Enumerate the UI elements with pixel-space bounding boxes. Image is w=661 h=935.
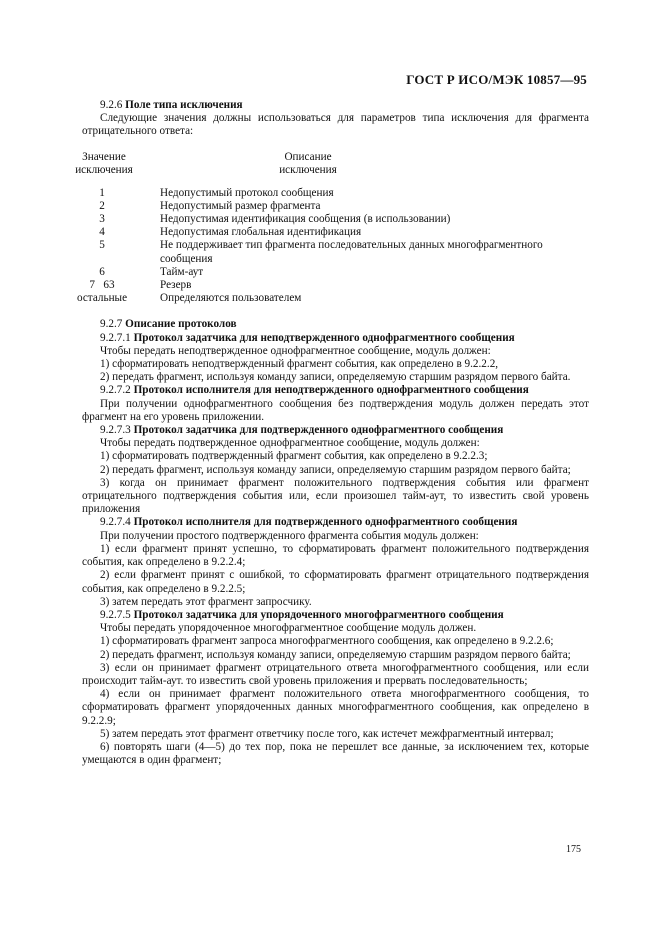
paragraph: При получении простого подтвержденного фрагмента события модуль должен: [100,529,479,542]
section-number: 9.2.6 [100,99,123,111]
exception-value: 7 63 [89,279,115,292]
section-number: 9.2.7.4 [100,516,131,529]
section-number: 9.2.7.3 [100,424,131,437]
paragraph: Чтобы передать упорядоченное многофрагментное сообщение модуль должен. [100,622,477,635]
table-row [82,279,589,292]
exception-value: остальные [76,292,128,305]
section-title: Протокол задатчика для подтвержденного однофрагментного сообщения [133,424,504,437]
paragraph: 2) передать фрагмент, используя команду записи, определяемую старшим разрядом первого байта. [100,371,571,384]
paragraph: 6) повторять шаги (4—5) до тех пор, пока не перешлет все данные, за исключением тех, которые умещаются в один фрагмент; [82,740,589,767]
paragraph: 4) если он принимает фрагмент положительного ответа многофрагментного сообщения, то сформатировать фрагмент упорядоченных данных многофрагментного сообщения, как определено в 9.2.2.9; [82,688,589,727]
exception-description: Недопустимый протокол сообщения [160,186,334,199]
paragraph: 3) затем передать этот фрагмент запросчику. [100,595,312,608]
section-9-2-7-2-heading [82,384,589,397]
exception-value: 4 [99,226,105,239]
table-row [76,292,589,305]
section-title: Описание протоколов [125,318,237,331]
column-header-description: Описание исключения [279,150,337,176]
exception-description: Тайм-аут [160,265,204,278]
paragraph: 2) передать фрагмент, используя команду записи, определяемую старшим разрядом первого байта; [100,463,571,476]
table-row [82,226,589,239]
section-9-2-7-heading [82,318,589,331]
paragraph: 5) затем передать этот фрагмент ответчику после того, как истечет межфрагментный интервал; [100,727,554,740]
paragraph: Следующие значения должны использоваться для параметров типа исключения для фрагмента отрицательного ответа: [82,112,589,138]
paragraph: 3) когда он принимает фрагмент положительного подтверждения события или фрагмент отрицательного подтверждения события или, если произошел тайм-аут, то известить свой уровень приложения [82,476,589,516]
document-header: ГОСТ Р ИСО/МЭК 10857—95 [406,72,587,87]
section-9-2-6-heading [82,99,589,112]
paragraph: 2) передать фрагмент, используя команду записи, определяемую старшим разрядом первого байта; [100,648,571,661]
exception-description: Недопустимый размер фрагмента [160,199,321,212]
section-number: 9.2.7.2 [100,384,131,397]
page-content [75,99,589,767]
paragraph: 3) если он принимает фрагмент отрицательного ответа многофрагментного сообщения, или если происходит тайм-аут. то известить свой уровень приложения и прервать последовательность; [82,661,589,687]
paragraph: 2) если фрагмент принят с ошибкой, то сформатировать фрагмент отрицательного подтверждения события, как определено в 9.2.2.5; [82,569,589,595]
section-title: Поле типа исключения [125,99,243,111]
exception-value: 3 [99,213,105,226]
section-9-2-7-1-heading [82,332,589,345]
paragraph: Чтобы передать подтвержденное однофрагментное сообщение, модуль должен: [100,437,480,450]
exception-type-table [75,150,589,306]
table-row [82,200,589,213]
paragraph: Чтобы передать неподтвержденное однофрагментное сообщение, модуль должен: [100,344,491,357]
page-number: 175 [566,844,581,855]
column-header-value: Значение исключения [75,150,133,176]
section-number: 9.2.7.1 [100,331,131,344]
section-title: Протокол исполнителя для неподтвержденного однофрагментного сообщения [133,384,529,397]
exception-description: Не поддерживает тип фрагмента последовательных данных многофрагментного сообщения [160,239,543,265]
section-9-2-7-4-heading [82,516,589,529]
paragraph: 1) сформатировать неподтвержденный фрагмент события, как определено в 9.2.2.2, [100,358,499,371]
section-9-2-7-5-heading [82,609,589,622]
section-title: Протокол исполнителя для подтвержденного однофрагментного сообщения [133,516,518,529]
table-row [82,187,589,200]
exception-value: 1 [99,186,105,199]
exception-description: Недопустимая идентификация сообщения (в использовании) [160,213,451,226]
section-number: 9.2.7.5 [100,608,131,621]
exception-value: 6 [99,265,105,278]
exception-description: Резерв [160,279,192,292]
paragraph: 1) сформатировать подтвержденный фрагмент события, как определено в 9.2.2.3; [100,450,488,463]
table-header [75,150,589,177]
paragraph: 1) если фрагмент принят успешно, то сформатировать фрагмент положительного подтверждения события, как определено в 9.2.2.4; [82,542,589,569]
exception-value: 2 [99,199,105,212]
paragraph: При получении однофрагментного сообщения без подтверждения модуль должен передать этот фрагмент на его уровень приложении. [82,397,589,423]
section-title: Протокол задатчика для неподтвержденного однофрагментного сообщения [133,331,515,344]
exception-value: 5 [99,239,105,252]
paragraph: 1) сформатировать фрагмент запроса многофрагментного сообщения, как определено в 9.2.2.6; [100,635,554,648]
section-9-2-7-3-heading [82,424,589,437]
exception-description: Недопустимая глобальная идентификация [160,226,362,239]
section-number: 9.2.7 [100,318,123,331]
table-row [82,239,589,265]
section-title: Протокол задатчика для упорядоченного многофрагментного сообщения [133,608,504,621]
exception-description: Определяются пользователем [160,292,302,305]
table-row [82,213,589,226]
table-row [82,266,589,279]
